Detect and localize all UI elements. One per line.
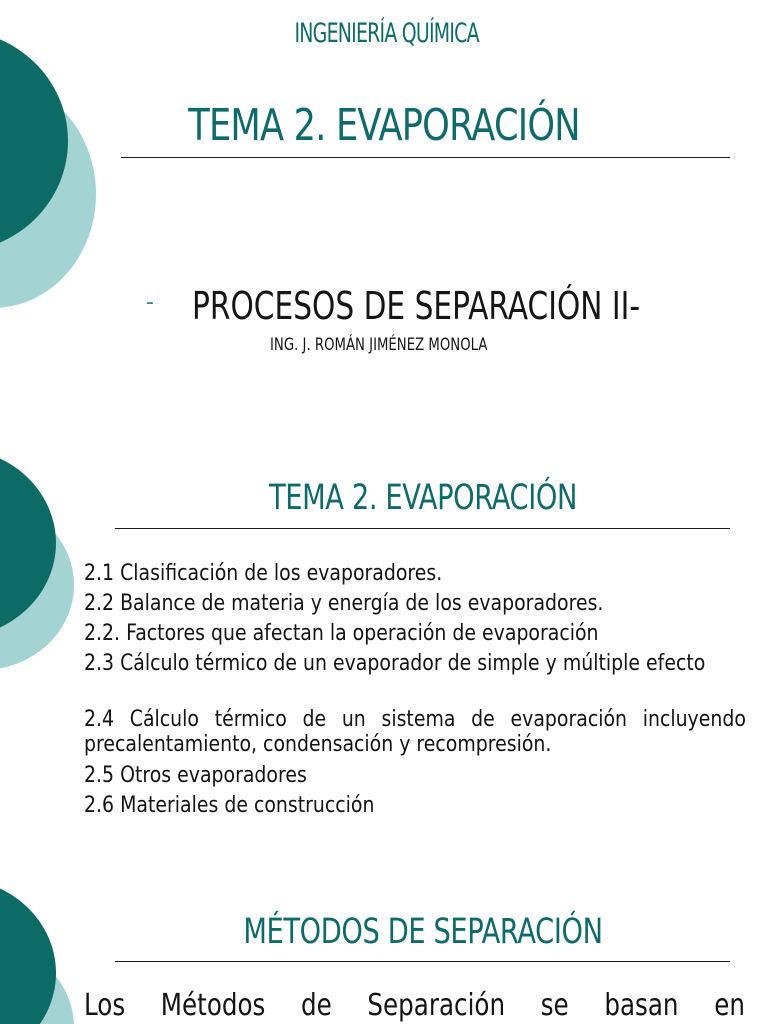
decor-circle-dark: [0, 878, 56, 1024]
slide-title-heading: TEMA 2. EVAPORACIÓN: [188, 100, 580, 151]
list-item: 2.6 Materiales de construcción: [84, 792, 375, 818]
heading-divider: [115, 528, 730, 529]
title-divider: [121, 157, 730, 158]
author-name: ING. J. ROMÁN JIMÉNEZ MONOLA: [270, 335, 488, 355]
bullet-dash: -: [146, 290, 154, 315]
list-item: 2.2. Factores que afectan la operación de evaporación: [84, 620, 599, 646]
heading-divider: [115, 961, 730, 962]
slide-contents: [0, 420, 768, 850]
list-item: 2.2 Balance de materia y energía de los evaporadores.: [84, 590, 604, 616]
subject-label: INGENIERÍA QUÍMICA: [294, 18, 479, 49]
list-item: 2.3 Cálculo térmico de un evaporador de simple y múltiple efecto: [84, 650, 706, 676]
methods-heading: MÉTODOS DE SEPARACIÓN: [243, 912, 603, 952]
list-item: 2.1 Clasificación de los evaporadores.: [84, 560, 443, 586]
course-name: PROCESOS DE SEPARACIÓN II-: [192, 284, 641, 328]
list-item: 2.5 Otros evaporadores: [84, 762, 307, 788]
contents-heading: TEMA 2. EVAPORACIÓN: [268, 478, 578, 518]
slide-title: [0, 0, 768, 420]
body-paragraph: Los Métodos de Separación se basan en: [84, 988, 745, 1023]
list-item: 2.4 Cálculo térmico de un sistema de evaporación incluyendo precalentamiento, condensación y recompresión.: [84, 706, 746, 757]
topic-list: [84, 561, 746, 823]
slide-methods: [0, 850, 768, 1024]
